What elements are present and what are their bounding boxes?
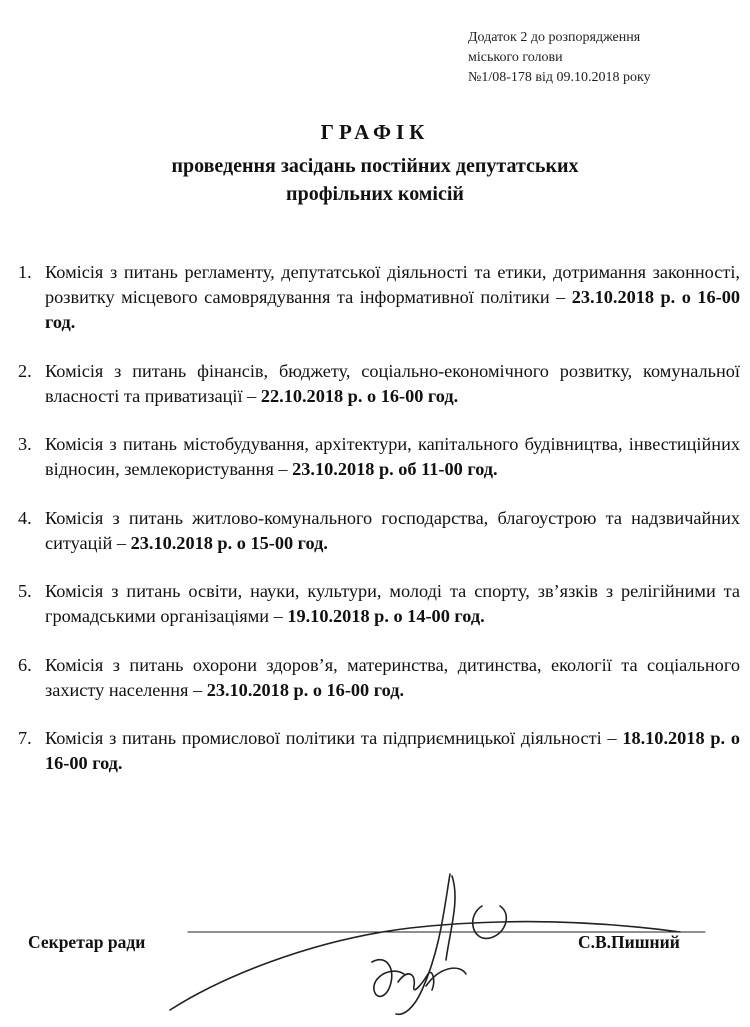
list-item [18, 432, 740, 482]
item-date: 23.10.2018 р. о 15-00 год. [130, 532, 328, 553]
item-number: 2. [18, 360, 32, 381]
attachment-line-3: №1/08-178 від 09.10.2018 року [468, 70, 651, 85]
item-text: Комісія з питань охорони здоров’я, материнства, дитинства, екології та соціального захисту населення – [45, 654, 740, 700]
subtitle-line-1: проведення засідань постійних депутатських [171, 155, 579, 177]
item-text: Комісія з питань фінансів, бюджету, соціально-економічного розвитку, комунальної власності та приватизації – [45, 360, 740, 406]
item-date: 23.10.2018 р. о 16-00 год. [45, 287, 740, 332]
item-text: Комісія з питань промислової політики та підприємницької діяльності – [45, 728, 623, 748]
item-number: 3. [18, 434, 32, 454]
item-date: 22.10.2018 р. о 16-00 год. [260, 385, 459, 406]
list-item [18, 359, 740, 409]
signatory-name: С.В.Пишний [578, 932, 680, 952]
item-text: Комісія з питань регламенту, депутатської діяльності та етики, дотримання законності, розвитку місцевого самоврядування та інформативної політики – [45, 262, 740, 307]
item-date: 18.10.2018 р. о 16-00 год. [45, 728, 740, 773]
item-text: Комісія з питань містобудування, архітектури, капітального будівництва, інвестиційних відносин, землекористування – [45, 434, 740, 479]
list-item [18, 260, 740, 335]
subtitle-line-2: профільних комісій [286, 183, 464, 205]
item-number: 1. [18, 262, 32, 282]
item-number: 5. [18, 581, 32, 601]
item-number: 7. [18, 728, 32, 748]
attachment-note [468, 28, 738, 88]
document-subtitle [0, 152, 750, 208]
item-date: 23.10.2018 р. о 16-00 год. [206, 679, 405, 700]
item-number: 4. [18, 507, 32, 528]
item-number: 6. [18, 654, 32, 675]
item-date: 19.10.2018 р. о 14-00 год. [287, 606, 485, 626]
list-item [18, 653, 740, 703]
list-item [18, 579, 740, 629]
signature-label: Секретар ради [28, 932, 146, 952]
list-item [18, 726, 740, 776]
list-item [18, 506, 740, 556]
item-text: Комісія з питань освіти, науки, культури, молоді та спорту, зв’язків з релігійними та громадськими організаціями – [45, 581, 740, 626]
item-date: 23.10.2018 р. об 11-00 год. [292, 459, 498, 479]
attachment-line-1: Додаток 2 до розпорядження [468, 30, 641, 45]
item-text: Комісія з питань житлово-комунального господарства, благоустрою та надзвичайних ситуацій – [45, 507, 740, 553]
commission-list [18, 260, 740, 800]
attachment-line-2: міського голови [468, 50, 563, 65]
document-title: ГРАФІК [320, 120, 430, 144]
